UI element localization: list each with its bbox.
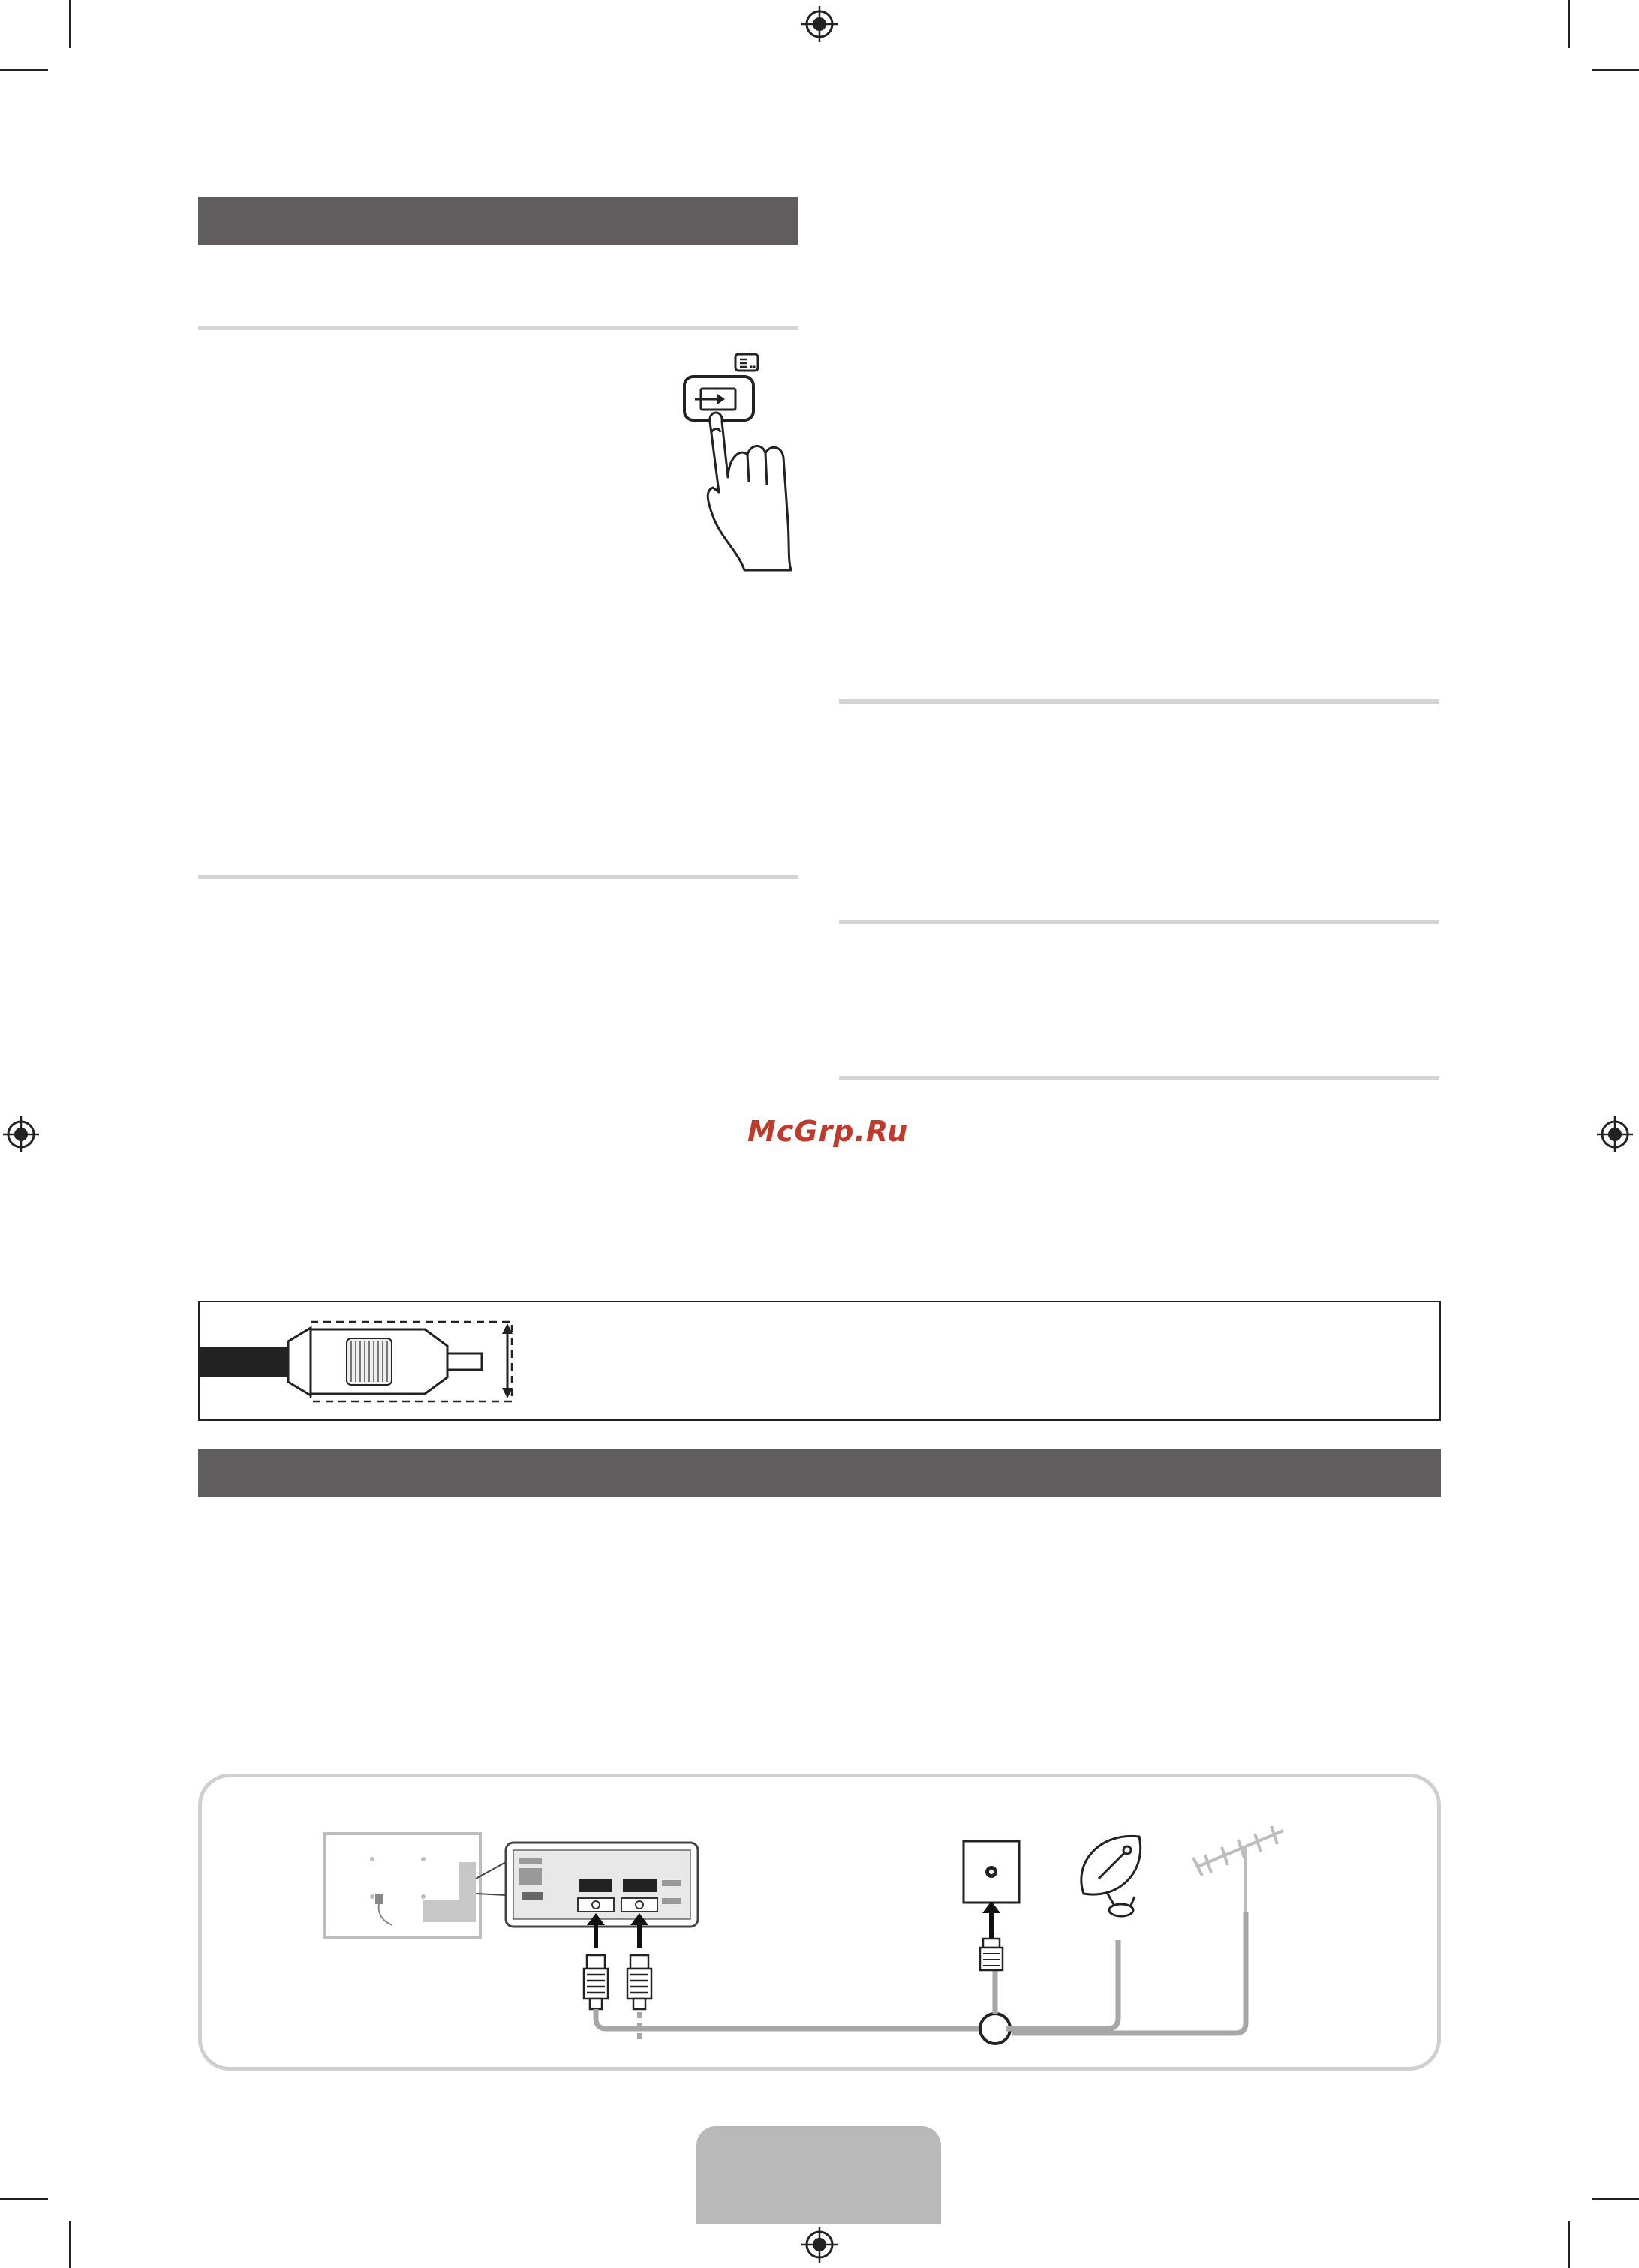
section-divider (198, 326, 798, 330)
section-divider (839, 699, 1439, 704)
section-divider (198, 875, 798, 879)
crop-mark (1592, 69, 1639, 71)
satellite-dish-icon (1081, 1836, 1141, 1916)
crop-mark (0, 2198, 48, 2200)
crop-mark (1568, 2221, 1570, 2268)
remote-source-button-illustration (675, 350, 810, 570)
vhf-uhf-antenna-icon (1193, 1826, 1283, 1912)
crop-mark (1592, 2198, 1639, 2200)
section-header-bar (198, 197, 798, 245)
finger-press-icon (708, 413, 791, 570)
tools-menu-icon (735, 354, 758, 371)
crop-mark (69, 0, 71, 48)
registration-mark-icon (1597, 1116, 1633, 1152)
registration-mark-icon (801, 6, 838, 42)
tv-rear-panel-icon (324, 1834, 480, 1937)
coax-plug-icon (584, 1955, 608, 2009)
terminal-panel-zoom (506, 1843, 698, 1927)
watermark-text: McGrp.Ru (747, 1115, 909, 1148)
antenna-wall-socket-icon (964, 1841, 1019, 1970)
crop-mark (69, 2221, 71, 2268)
registration-mark-icon (801, 2227, 838, 2263)
section-divider (839, 1076, 1439, 1080)
coax-plug-icon (627, 1955, 651, 2009)
crop-mark (0, 69, 48, 71)
connection-diagram-art (198, 1774, 1441, 2071)
section-divider (839, 920, 1439, 924)
page-number-tab (696, 2126, 941, 2224)
hdmi-plug-icon (200, 1320, 530, 1403)
section-header-bar (198, 1449, 1441, 1497)
crop-mark (1568, 0, 1570, 48)
registration-mark-icon (3, 1116, 39, 1152)
